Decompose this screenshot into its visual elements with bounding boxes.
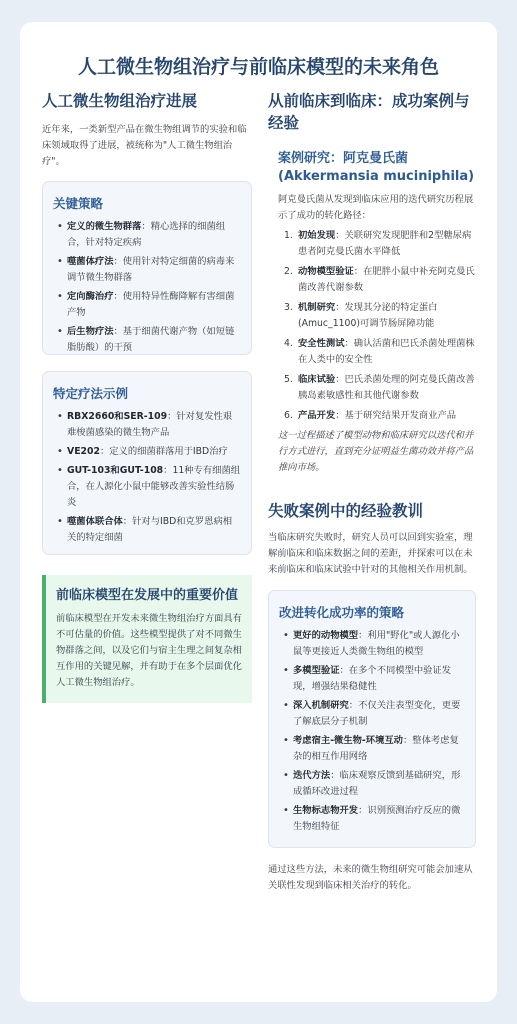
section-heading-failures: 失败案例中的经验教训 [268, 502, 424, 520]
list-item: • 后生物疗法：基于细菌代谢产物（如短链脂肪酸）的干预 [53, 324, 241, 356]
case-intro: 阿克曼氏菌从发现到临床应用的迭代研究历程展示了成功的转化路径： [278, 194, 474, 221]
left-column [42, 90, 252, 703]
section-heading-cases: 从前临床到临床：成功案例与经验 [268, 92, 470, 132]
list-item: • 考虑宿主-微生物-环境互动：整体考虑复杂的相互作用网络 [279, 733, 465, 765]
strategies-list [53, 219, 241, 356]
preclinical-text: 前临床模型在开发未来微生物组治疗方面具有不可估量的价值。这些模型提供了对不同微生物群落之间，以及它们与宿主生理之间复杂相互作用的关键见解，并有助于在多个层面优化人工微生物组治疗。 [56, 613, 242, 688]
list-item: 5. 临床试验：巴氏杀菌处理的阿克曼氏菌改善胰岛素敏感性和其他代谢参数 [284, 374, 475, 401]
page-title: 人工微生物组治疗与前临床模型的未来角色 [77, 56, 439, 78]
list-item: • 噬菌体联合体：针对与IBD和克罗恩病相关的特定细菌 [53, 514, 241, 546]
section-heading-progress: 人工微生物组治疗进展 [42, 92, 198, 110]
list-item: • GUT-103和GUT-108：11种专有细菌组合，在人源化小鼠中能够改善实验性结肠炎 [53, 463, 241, 511]
right-column [268, 90, 476, 894]
closing-text: 通过这些方法，未来的微生物组研究可能会加速从关联性发现到临床相关治疗的转化。 [268, 864, 473, 891]
examples-list [53, 409, 241, 546]
list-item: 1. 初始发现：关联研究发现肥胖和2型糖尿病患者阿克曼氏菌水平降低 [284, 230, 472, 257]
list-item: 6. 产品开发：基于研究结果开发商业产品 [284, 410, 457, 421]
list-item: • RBX2660和SER-109：针对复发性艰难梭菌感染的微生物产品 [53, 409, 241, 441]
content-card [20, 22, 497, 1002]
list-item: • 噬菌体疗法：使用针对特定细菌的病毒来调节微生物群落 [53, 254, 241, 286]
improve-box [268, 590, 476, 848]
failure-text: 当临床研究失败时，研究人员可以回到实验室，理解前临床和临床数据之间的差距，并探索可以在未来前临床和临床试验中针对的其他相关作用机制。 [268, 532, 473, 575]
case-steps [268, 228, 476, 424]
examples-box [42, 371, 252, 555]
list-item: 2. 动物模型验证：在肥胖小鼠中补充阿克曼氏菌改善代谢参数 [284, 266, 475, 293]
preclinical-heading: 前临床模型在发展中的重要价值 [56, 588, 239, 603]
examples-heading: 特定疗法示例 [53, 386, 129, 401]
list-item: • 迭代方法：临床观察反馈到基础研究，形成循环改进过程 [279, 768, 465, 800]
strategies-heading: 关键策略 [53, 196, 104, 211]
list-item: • 生物标志物开发：识别预测治疗反应的微生物组特征 [279, 803, 465, 835]
improve-heading: 改进转化成功率的策略 [279, 605, 405, 620]
list-item: • 更好的动物模型：利用"野化"或人源化小鼠等更接近人类微生物组的模型 [279, 628, 465, 660]
improve-list [279, 628, 465, 835]
list-item: • 定向酶治疗：使用特异性酶降解有害细菌产物 [53, 289, 241, 321]
list-item: • VE202：定义的细菌群落用于IBD治疗 [53, 444, 241, 460]
list-item: • 多模型验证：在多个不同模型中验证发现，增强结果稳健性 [279, 663, 465, 695]
progress-intro: 近年来，一类新型产品在微生物组调节的实验和临床领域取得了进展，被统称为"人工微生物组治疗"。 [42, 124, 247, 167]
list-item: 3. 机制研究：发现其分泌的特定蛋白(Amuc_1100)可调节肠屏障功能 [284, 302, 438, 329]
list-item: • 定义的微生物群落：精心选择的细菌组合，针对特定疾病 [53, 219, 241, 251]
list-item: 4. 安全性测试：确认活菌和巴氏杀菌处理菌株在人类中的安全性 [284, 338, 475, 365]
list-item: • 深入机制研究：不仅关注表型变化，更要了解底层分子机制 [279, 698, 465, 730]
strategies-box [42, 181, 252, 355]
case-note: 这一过程描述了模型动物和临床研究以迭代和并行方式进行，直到充分证明益生菌功效并将产品推向市场。 [278, 430, 474, 473]
preclinical-callout [42, 575, 252, 703]
case-heading: 案例研究：阿克曼氏菌 (Akkermansia muciniphila) [278, 151, 475, 184]
